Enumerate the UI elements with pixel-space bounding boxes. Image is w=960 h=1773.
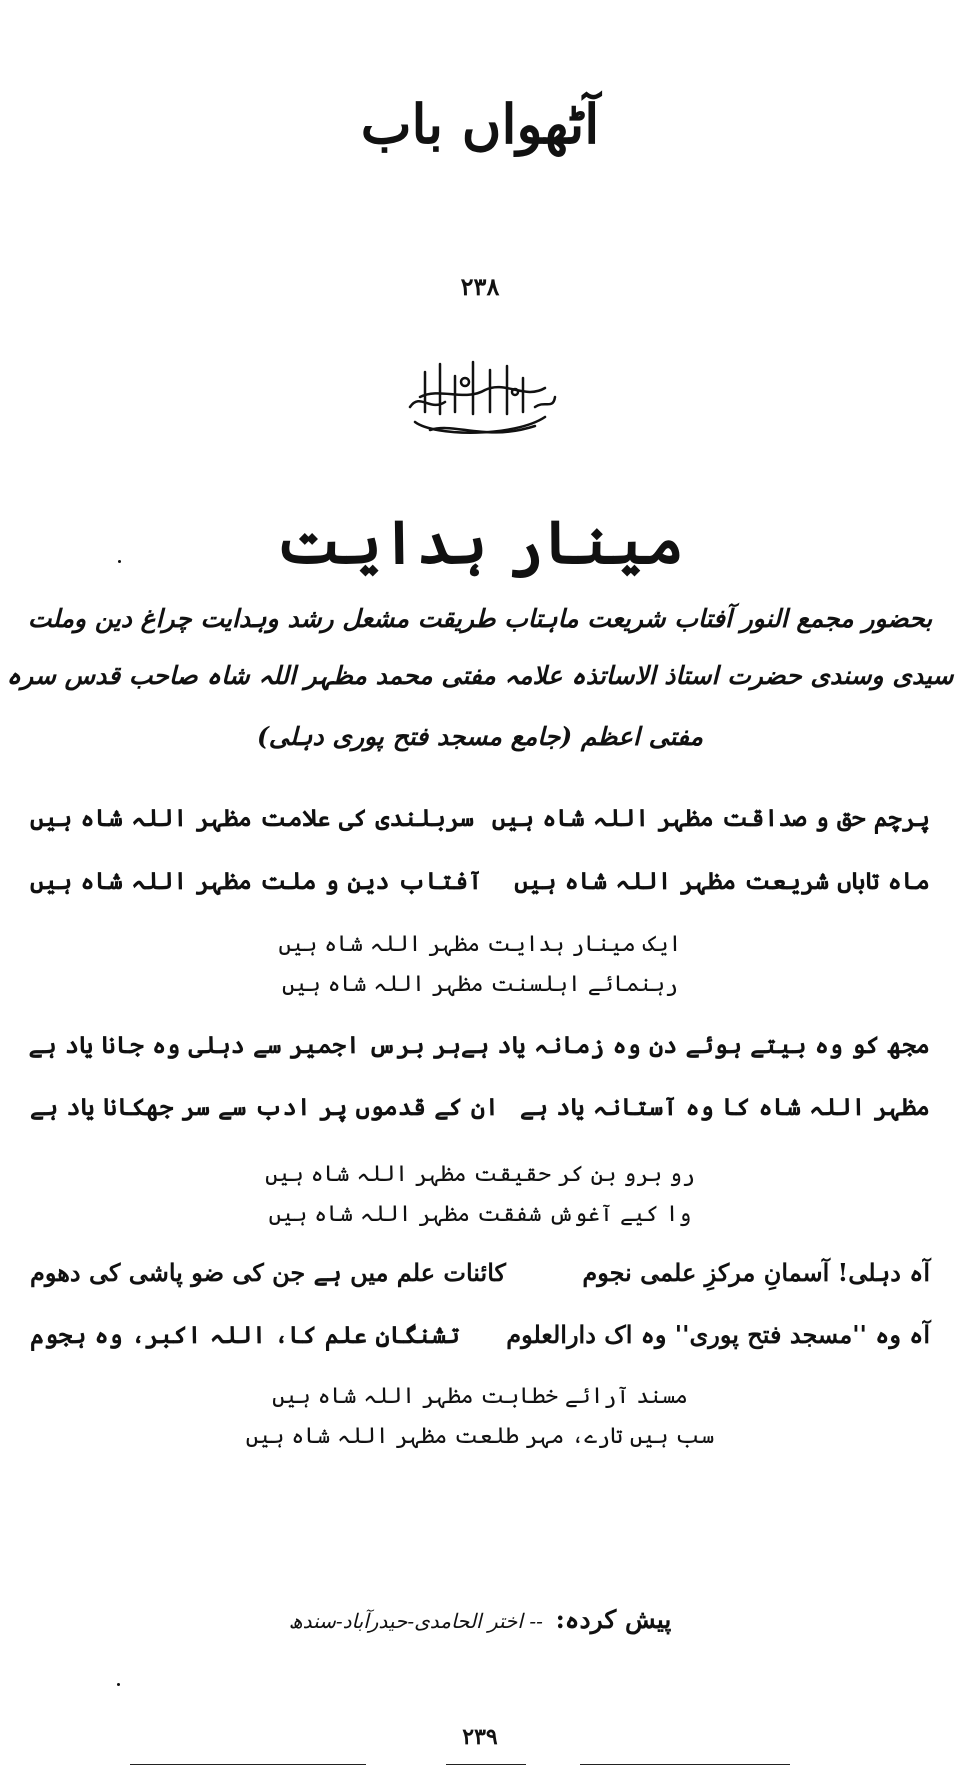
verse-left-half: ان کے قدموں پر ادب سے سر جھکانا یاد ہے — [30, 1092, 499, 1121]
presented-author: اختر الحامدی-حیدرآباد-سندھ — [288, 1609, 523, 1633]
dedication-line-2: سیدی وسندی حضرت استاذ الاساتذہ علامہ مفتی محمد مظہر اللہ شاہ صاحب قدس سرہ — [6, 661, 954, 690]
verse-right-half: آہ دہلی! آسمانِ مرکزِ علمی نجوم — [582, 1258, 930, 1287]
refrain-line: ایک مینار ہدایت مظہر اللہ شاہ ہیں — [278, 932, 682, 957]
refrain-line: مسند آرائے خطابت مظہر اللہ شاہ ہیں — [272, 1384, 688, 1409]
verse-left-half: آفتاب دین و ملت مظہر اللہ شاہ ہیں — [30, 866, 483, 895]
verse-right-half: آہ وہ ''مسجد فتح پوری'' وہ اک دارالعلوم — [506, 1320, 930, 1349]
verse-row — [30, 1030, 930, 1059]
refrain-line: رو برو بن کر حقیقت مظہر اللہ شاہ ہیں — [265, 1162, 695, 1187]
page-number-bottom: ۲۳۹ — [462, 1724, 498, 1750]
verse-left-half: سربلندی کی علامت مظہر اللہ شاہ ہیں — [30, 803, 474, 832]
verse-left-half: ہر برس اجمیر سے دہلی وہ جانا یاد ہے — [28, 1030, 462, 1059]
verse-right-half: مجھ کو وہ بیتے ہوئے دن وہ زمانہ یاد ہے — [461, 1030, 930, 1059]
verse-row — [30, 803, 930, 832]
verse-left-half: تشنگانِ علم کا، اللہ اکبر، وہ ہجوم — [30, 1320, 460, 1349]
chapter-heading: آٹھواں باب — [360, 92, 600, 156]
refrain-line: سب ہیں تارے، مہر طلعت مظہر اللہ شاہ ہیں — [245, 1424, 715, 1449]
presented-label: پیش کردہ: — [555, 1605, 672, 1634]
refrain-line: رہنمائے اہلسنت مظہر اللہ شاہ ہیں — [282, 972, 678, 997]
refrain-line: وا کیے آغوش شفقت مظہر اللہ شاہ ہیں — [268, 1202, 692, 1227]
bismillah-calligraphy-icon — [395, 352, 565, 447]
footer-rule-center — [446, 1764, 526, 1765]
presented-by-line: پیش کردہ: -- اختر الحامدی-حیدرآباد-سندھ — [288, 1605, 672, 1634]
dedication-line-3: مفتی اعظم (جامع مسجد فتح پوری دہلی) — [256, 722, 704, 751]
verse-right-half: پرچم حق و صداقت مظہر اللہ شاہ ہیں — [491, 803, 930, 832]
verse-row — [30, 1092, 930, 1121]
verse-row — [30, 1320, 930, 1349]
verse-right-half: ماہ تاباں شریعت مظہر اللہ شاہ ہیں — [514, 866, 930, 895]
footer-rule-right — [580, 1764, 790, 1765]
bismillah-calligraphy — [0, 352, 960, 451]
page-number-top: ۲۳۸ — [460, 272, 500, 301]
verse-row — [30, 1258, 930, 1287]
footer-rule-left — [130, 1764, 366, 1765]
verse-left-half: کائنات علم میں ہے جن کی ضو پاشی کی دھوم — [30, 1258, 506, 1287]
dedication-line-1: بحضور مجمع النور آفتاب شریعت ماہتاب طریقت مشعل رشد وہدایت چراغ دین وملت — [27, 604, 933, 633]
verse-right-half: مظہر اللہ شاہ کا وہ آستانہ یاد ہے — [519, 1092, 930, 1121]
poem-title: مینار ہدایت — [276, 508, 684, 578]
ink-speck — [117, 1683, 120, 1686]
verse-row — [30, 866, 930, 895]
